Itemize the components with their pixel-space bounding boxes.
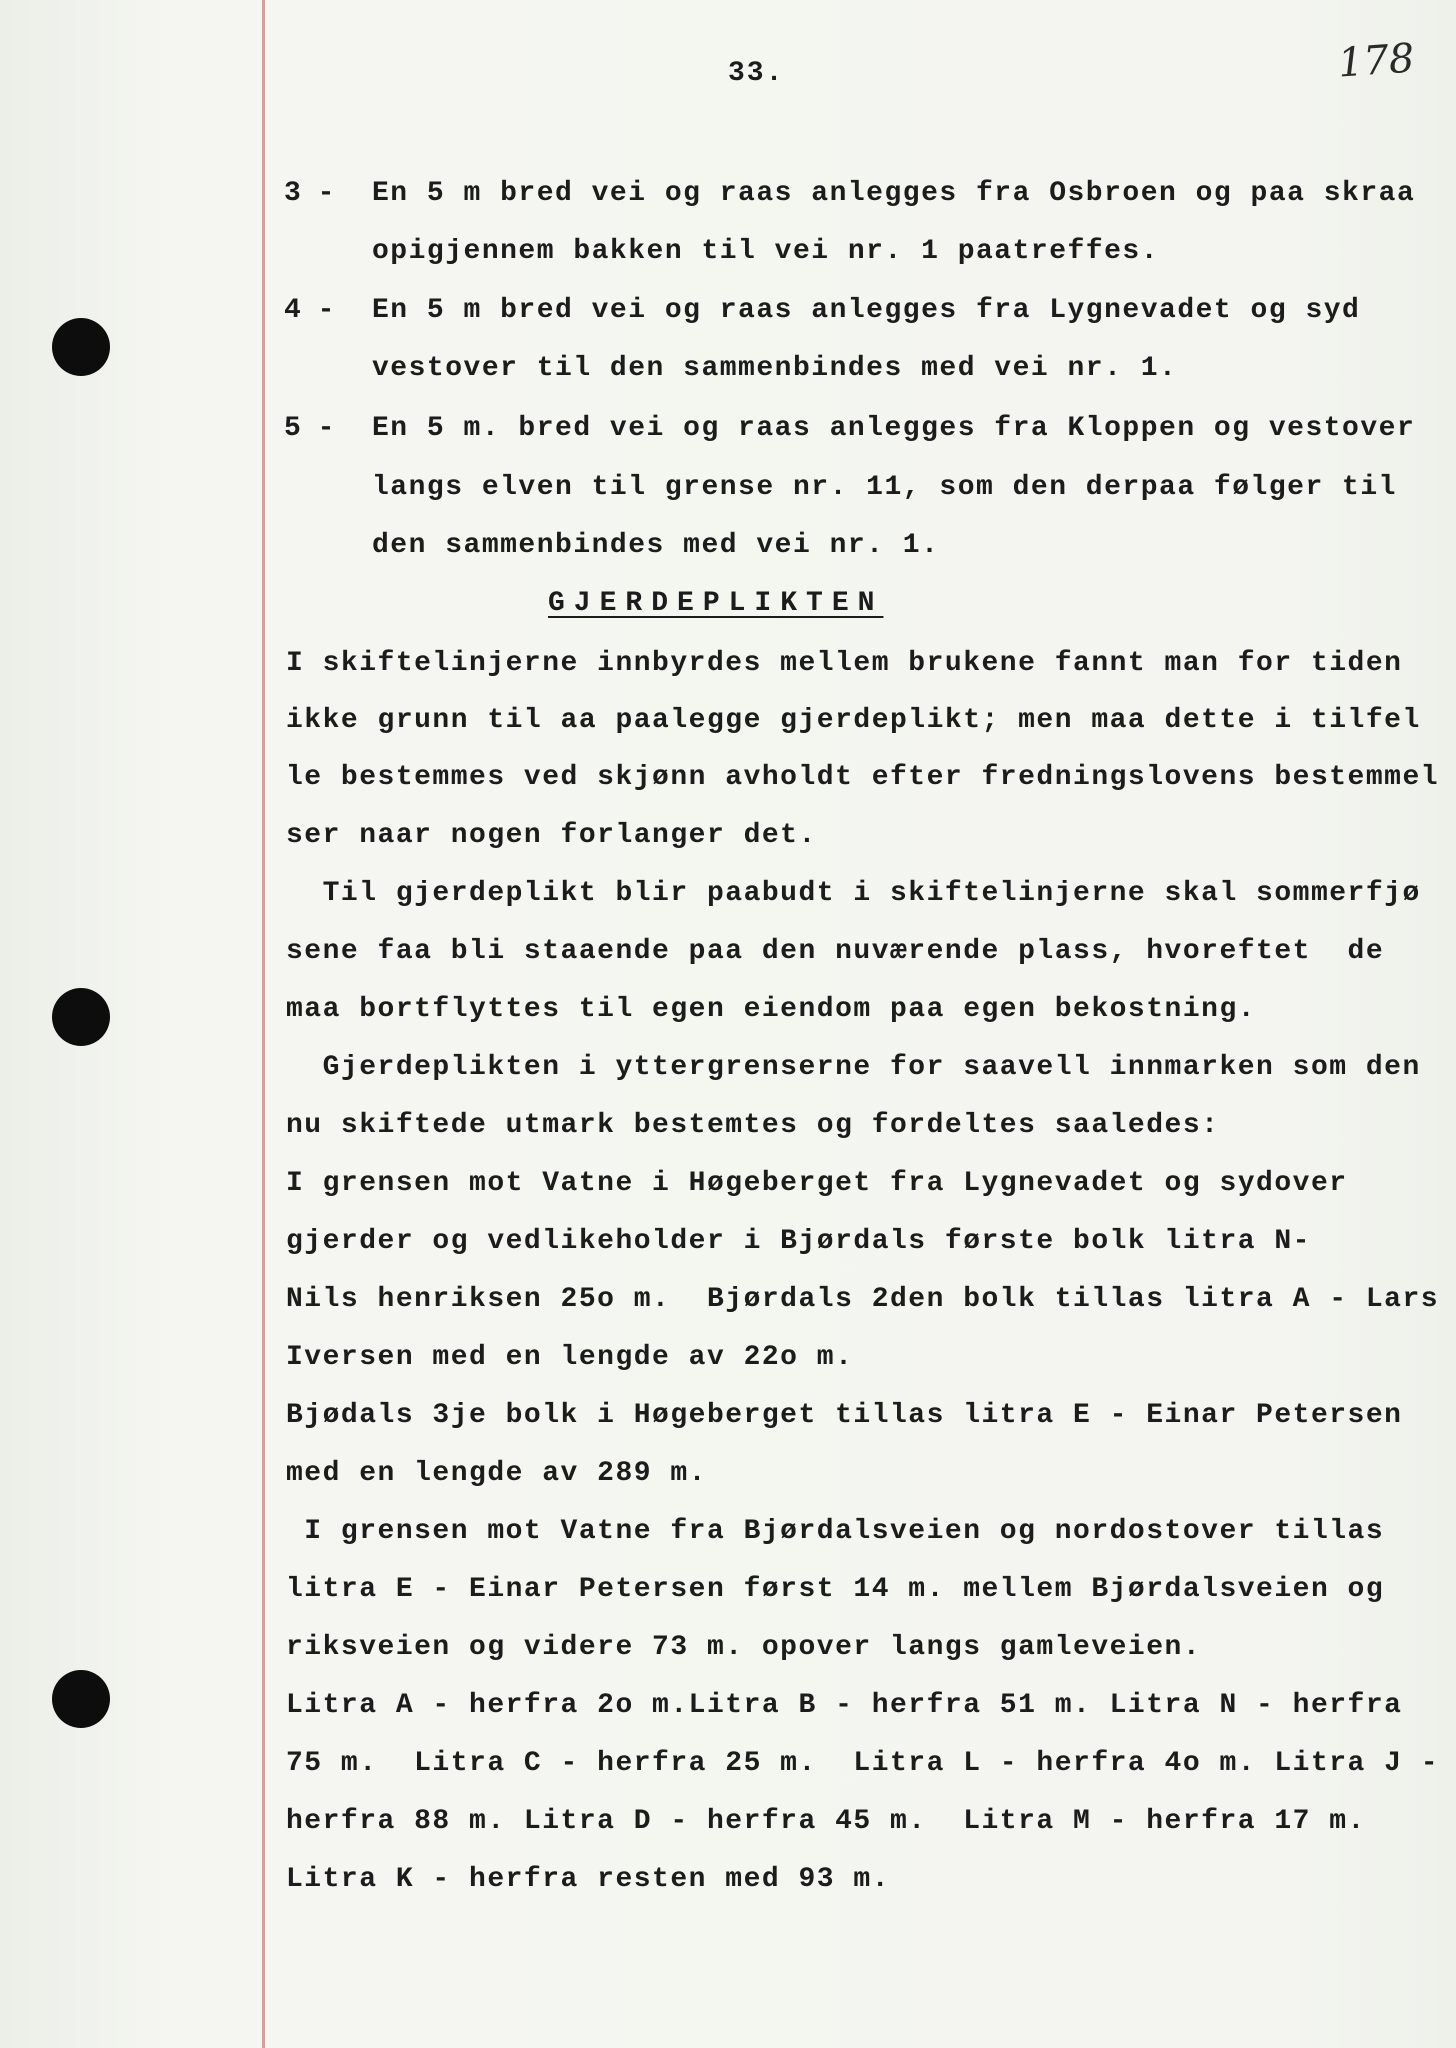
body-line: ser naar nogen forlanger det. xyxy=(286,820,817,851)
item-line: opigjennem bakken til vei nr. 1 paatreffes. xyxy=(372,236,1160,267)
punch-hole-bottom xyxy=(52,1670,110,1728)
body-line: med en lengde av 289 m. xyxy=(286,1458,707,1489)
body-line: 75 m. Litra C - herfra 25 m. Litra L - herfra 4o m. Litra J - xyxy=(286,1748,1440,1779)
body-line: maa bortflyttes til egen eiendom paa egen bekostning. xyxy=(286,994,1257,1025)
body-line: Gjerdeplikten i yttergrenserne for saavell innmarken som den xyxy=(286,1052,1421,1083)
item-line: den sammenbindes med vei nr. 1. xyxy=(372,530,940,561)
item-line: En 5 m bred vei og raas anlegges fra Osbroen og paa skraa xyxy=(372,178,1416,209)
body-line: litra E - Einar Petersen først 14 m. mellem Bjørdalsveien og xyxy=(286,1574,1385,1605)
body-line: le bestemmes ved skjønn avholdt efter fredningslovens bestemmel xyxy=(286,762,1440,793)
body-line: gjerder og vedlikeholder i Bjørdals første bolk litra N- xyxy=(286,1226,1311,1257)
margin-rule xyxy=(262,0,265,2048)
body-line: I skiftelinjerne innbyrdes mellem brukene fannt man for tiden xyxy=(286,648,1403,679)
item-line: En 5 m bred vei og raas anlegges fra Lygnevadet og syd xyxy=(372,295,1361,326)
item-number-3: 3 - xyxy=(284,178,335,209)
body-line: Nils henriksen 25o m. Bjørdals 2den bolk tillas litra A - Lars xyxy=(286,1284,1440,1315)
item-line: En 5 m. bred vei og raas anlegges fra Kloppen og vestover xyxy=(372,413,1416,444)
body-line: I grensen mot Vatne i Høgeberget fra Lygnevadet og sydover xyxy=(286,1168,1348,1199)
body-line: sene faa bli staaende paa den nuværende plass, hvoreftet de xyxy=(286,936,1385,967)
body-line: ikke grunn til aa paalegge gjerdeplikt; men maa dette i tilfel xyxy=(286,705,1421,736)
body-line: nu skiftede utmark bestemtes og fordeltes saaledes: xyxy=(286,1110,1220,1141)
item-line: vestover til den sammenbindes med vei nr. 1. xyxy=(372,353,1178,384)
body-line: Bjødals 3je bolk i Høgeberget tillas litra E - Einar Petersen xyxy=(286,1400,1403,1431)
body-line: Litra K - herfra resten med 93 m. xyxy=(286,1864,890,1895)
body-line: riksveien og videre 73 m. opover langs gamleveien. xyxy=(286,1632,1202,1663)
folio-number: 178 xyxy=(1336,35,1416,87)
body-line: Iversen med en lengde av 22o m. xyxy=(286,1342,854,1373)
punch-hole-middle xyxy=(52,988,110,1046)
item-number-4: 4 - xyxy=(284,295,335,326)
body-line: Til gjerdeplikt blir paabudt i skiftelinjerne skal sommerfjø xyxy=(286,878,1421,909)
body-line: I grensen mot Vatne fra Bjørdalsveien og nordostover tillas xyxy=(286,1516,1385,1547)
body-line: herfra 88 m. Litra D - herfra 45 m. Litra M - herfra 17 m. xyxy=(286,1806,1366,1837)
page-number: 33. xyxy=(728,58,785,89)
item-line: langs elven til grense nr. 11, som den derpaa følger til xyxy=(372,472,1397,503)
section-heading: GJERDEPLIKTEN xyxy=(548,588,884,619)
punch-hole-top xyxy=(52,318,110,376)
item-number-5: 5 - xyxy=(284,413,335,444)
body-line: Litra A - herfra 2o m.Litra B - herfra 51 m. Litra N - herfra xyxy=(286,1690,1403,1721)
